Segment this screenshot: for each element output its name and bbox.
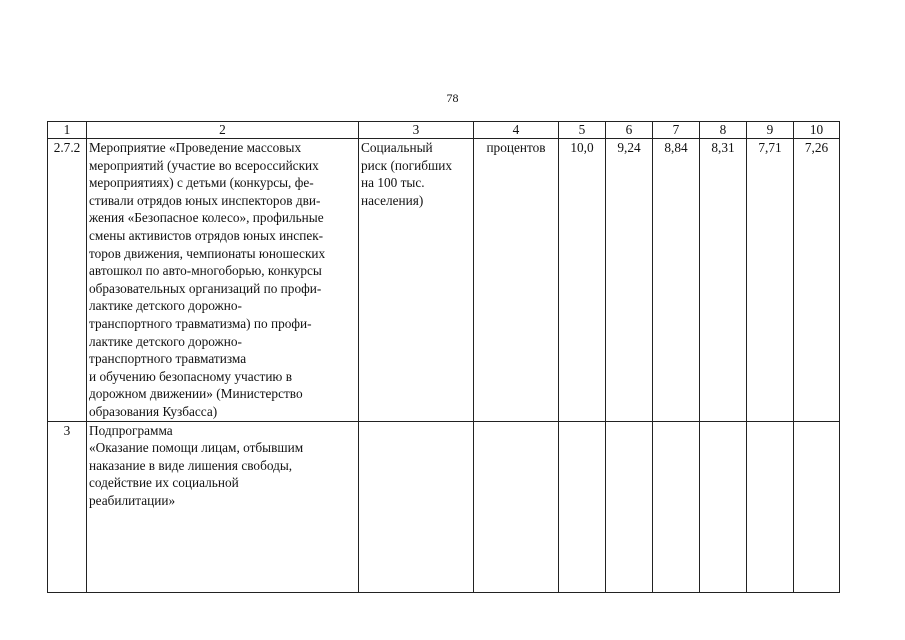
header-cell-7: 7 [653,122,700,139]
header-row [48,122,840,139]
row-value-5: 10,0 [559,139,606,422]
row-name: Мероприятие «Проведение массовых мероприятий (участие во всероссийских мероприятиях) с детьми (конкурсы, фе- стивали отрядов юных инспекторов дви- жения «Безопасное колесо», профильные смены активистов отрядов юных инспек- торов движения, чемпионаты юношеских автошкол по авто-многоборью, конкурсы образовательных организаций по профи- лактике детского дорожно- транспортного травматизма) по профи- лактике детского дорожно- транспортного травматизма и обучению безопасному участию в дорожном движении» (Министерство образования Кузбасса) [87,139,359,422]
header-cell-9: 9 [747,122,794,139]
header-cell-3: 3 [359,122,474,139]
row-value-7 [653,421,700,592]
header-cell-6: 6 [606,122,653,139]
row-value-10: 7,26 [794,139,840,422]
table-row [48,421,840,592]
row-value-6: 9,24 [606,139,653,422]
header-cell-10: 10 [794,122,840,139]
row-value-7: 8,84 [653,139,700,422]
row-unit [474,421,559,592]
row-value-6 [606,421,653,592]
row-id: 2.7.2 [48,139,87,422]
row-unit: процентов [474,139,559,422]
header-cell-5: 5 [559,122,606,139]
row-value-10 [794,421,840,592]
header-cell-8: 8 [700,122,747,139]
row-value-5 [559,421,606,592]
row-name: Подпрограмма «Оказание помощи лицам, отбывшим наказание в виде лишения свободы, содействие их социальной реабилитации» [87,421,359,592]
row-id: 3 [48,421,87,592]
row-value-9 [747,421,794,592]
row-value-8 [700,421,747,592]
header-cell-4: 4 [474,122,559,139]
page-number: 78 [446,91,459,105]
program-table [47,121,840,593]
row-indicator: Социальный риск (погибших на 100 тыс. населения) [359,139,474,422]
header-cell-1: 1 [48,122,87,139]
table-row [48,139,840,422]
row-value-8: 8,31 [700,139,747,422]
row-value-9: 7,71 [747,139,794,422]
row-indicator [359,421,474,592]
header-cell-2: 2 [87,122,359,139]
